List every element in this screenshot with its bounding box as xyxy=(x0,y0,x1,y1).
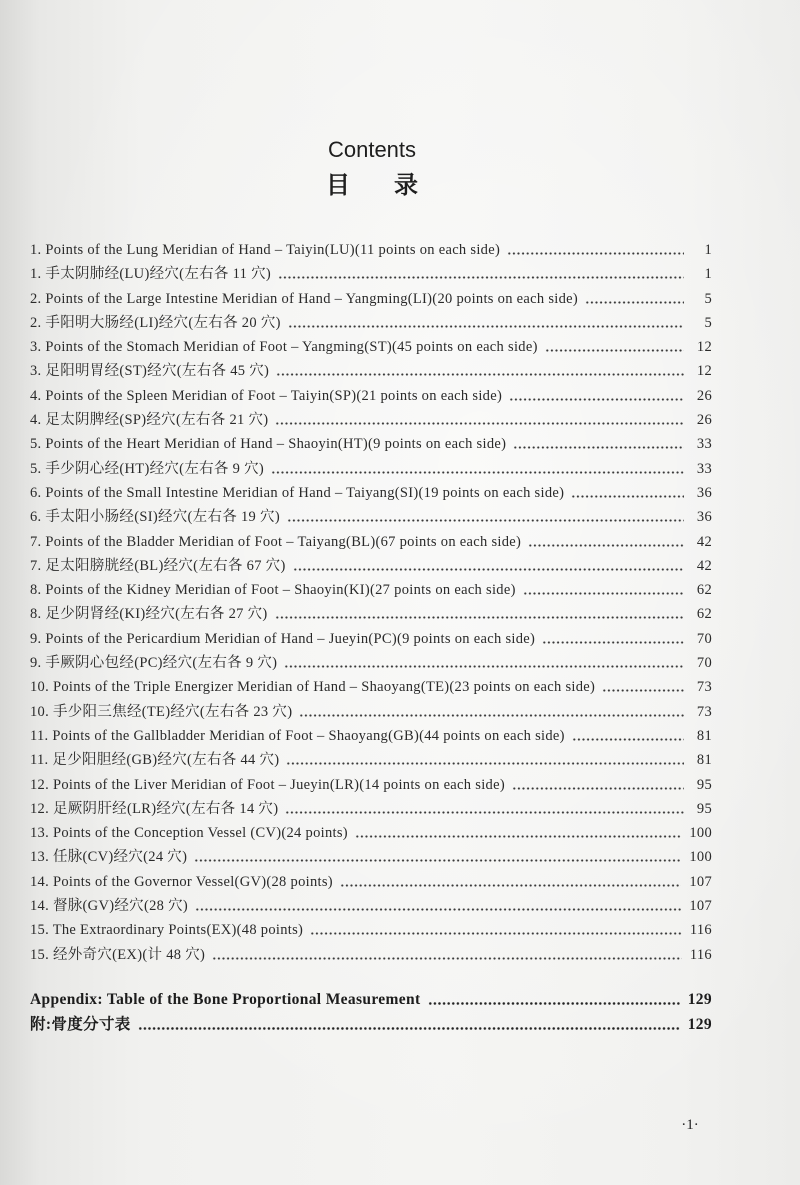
toc-entry-page: 42 xyxy=(696,533,712,550)
toc-entry-page: 26 xyxy=(696,387,712,404)
toc-entry-page: 36 xyxy=(696,509,712,526)
appendix-entry-page: 129 xyxy=(687,991,712,1008)
toc-entry-title: 9. Points of the Pericardium Meridian of Hand – Jueyin(PC)(9 points on each side) xyxy=(30,630,536,647)
toc-entry-page: 73 xyxy=(696,703,712,720)
dot-leader xyxy=(310,918,682,942)
toc-entry-page: 73 xyxy=(696,679,712,696)
toc-entry xyxy=(30,578,712,602)
toc-entry xyxy=(30,797,712,821)
contents-title-chinese: 目 录 xyxy=(326,173,432,199)
toc-entry-title: 11. 足少阳胆经(GB)经穴(左右各 44 穴) xyxy=(30,752,280,769)
toc-entry-title: 9. 手厥阴心包经(PC)经穴(左右各 9 穴) xyxy=(30,655,278,672)
dot-leader xyxy=(195,894,681,918)
dot-leader xyxy=(284,651,684,675)
toc-entry xyxy=(30,359,712,383)
dot-leader xyxy=(285,797,684,821)
toc-entry-page: 95 xyxy=(696,800,712,817)
dot-leader xyxy=(138,1012,680,1037)
appendix-entry xyxy=(30,1012,712,1037)
dot-leader xyxy=(287,505,684,529)
dot-leader xyxy=(507,238,684,262)
toc-entry-page: 100 xyxy=(689,825,712,842)
dot-leader xyxy=(585,287,684,311)
dot-leader xyxy=(542,627,684,651)
dot-leader xyxy=(212,943,682,967)
toc-entry xyxy=(30,530,712,554)
toc-entry xyxy=(30,700,712,724)
appendix-entry xyxy=(30,987,712,1012)
toc-entry-page: 62 xyxy=(696,606,712,623)
toc-entry-title: 7. 足太阳膀胱经(BL)经穴(左右各 67 穴) xyxy=(30,557,286,574)
toc-entry xyxy=(30,311,712,335)
toc-entry-page: 1 xyxy=(704,242,712,258)
toc-entry xyxy=(30,287,712,311)
dot-leader xyxy=(509,384,684,408)
toc-entry xyxy=(30,554,712,578)
toc-entry-page: 95 xyxy=(696,776,712,793)
toc-entry-title: 14. 督脉(GV)经穴(28 穴) xyxy=(30,898,189,915)
dot-leader xyxy=(288,311,684,335)
toc-entry-page: 33 xyxy=(696,436,712,453)
toc-entry-page: 42 xyxy=(696,557,712,574)
toc-entry-title: 1. 手太阴肺经(LU)经穴(左右各 11 穴) xyxy=(30,266,272,283)
appendix-section xyxy=(30,987,712,1037)
toc-entry xyxy=(30,602,712,626)
toc-entry xyxy=(30,724,712,748)
dot-leader xyxy=(528,530,684,554)
toc-entry-title: 2. 手阳明大肠经(LI)经穴(左右各 20 穴) xyxy=(30,314,281,331)
dot-leader xyxy=(276,359,684,383)
toc-entry-title: 3. Points of the Stomach Meridian of Foot – Yangming(ST)(45 points on each side) xyxy=(30,339,538,356)
dot-leader xyxy=(286,748,684,772)
toc-entry-title: 4. Points of the Spleen Meridian of Foot – Taiyin(SP)(21 points on each side) xyxy=(30,387,503,404)
dot-leader xyxy=(545,335,684,359)
toc-entry xyxy=(30,408,712,432)
toc-entry xyxy=(30,384,712,408)
dot-leader xyxy=(275,408,684,432)
toc-entry-page: 70 xyxy=(696,655,712,672)
toc-entry xyxy=(30,262,712,286)
toc-entry xyxy=(30,675,712,699)
toc-entry-page: 36 xyxy=(696,484,712,501)
page-number: ·1· xyxy=(681,1117,699,1133)
toc-entry-page: 5 xyxy=(704,290,712,307)
dot-leader xyxy=(428,987,680,1012)
toc-entry xyxy=(30,457,712,481)
toc-entry xyxy=(30,238,712,262)
toc-entry-title: 10. Points of the Triple Energizer Meridian of Hand – Shaoyang(TE)(23 points on each side) xyxy=(30,679,596,696)
toc-entry-page: 107 xyxy=(689,898,712,915)
toc-entry xyxy=(30,335,712,359)
dot-leader xyxy=(571,481,684,505)
toc-entry-title: 7. Points of the Bladder Meridian of Foot – Taiyang(BL)(67 points on each side) xyxy=(30,533,522,550)
toc-entry-page: 107 xyxy=(689,873,712,890)
toc-entry-title: 11. Points of the Gallbladder Meridian of Foot – Shaoyang(GB)(44 points on each side) xyxy=(30,727,565,744)
contents-title: Contents xyxy=(327,137,417,162)
toc-entry-title: 13. Points of the Conception Vessel (CV)(24 points) xyxy=(30,825,348,842)
appendix-entry-page: 129 xyxy=(687,1016,712,1033)
toc-entry-title: 13. 任脉(CV)经穴(24 穴) xyxy=(30,849,188,866)
table-of-contents xyxy=(30,238,712,967)
toc-entry-title: 1. Points of the Lung Meridian of Hand – Taiyin(LU)(11 points on each side) xyxy=(30,242,501,258)
toc-entry-page: 70 xyxy=(696,630,712,647)
toc-entry-title: 12. Points of the Liver Meridian of Foot – Jueyin(LR)(14 points on each side) xyxy=(30,776,505,793)
toc-entry-page: 81 xyxy=(696,727,712,744)
toc-entry-page: 12 xyxy=(696,363,712,380)
dot-leader xyxy=(602,675,684,699)
toc-entry-title: 4. 足太阴脾经(SP)经穴(左右各 21 穴) xyxy=(30,412,269,429)
toc-entry-title: 8. 足少阴肾经(KI)经穴(左右各 27 穴) xyxy=(30,606,268,623)
toc-entry-title: 15. 经外奇穴(EX)(计 48 穴) xyxy=(30,946,206,963)
toc-entry xyxy=(30,943,712,967)
toc-entry xyxy=(30,773,712,797)
toc-entry xyxy=(30,748,712,772)
dot-leader xyxy=(513,432,684,456)
toc-entry-title: 12. 足厥阴肝经(LR)经穴(左右各 14 穴) xyxy=(30,800,279,817)
dot-leader xyxy=(572,724,684,748)
dot-leader xyxy=(275,602,684,626)
toc-entry-title: 15. The Extraordinary Points(EX)(48 points) xyxy=(30,922,304,939)
toc-entry-title: 8. Points of the Kidney Meridian of Foot – Shaoyin(KI)(27 points on each side) xyxy=(30,582,516,599)
toc-entry-page: 116 xyxy=(689,946,712,963)
appendix-entry-title: 附:骨度分寸表 xyxy=(30,1016,131,1033)
appendix-entry-title: Appendix: Table of the Bone Proportional Measurement xyxy=(30,991,421,1008)
dot-leader xyxy=(512,773,684,797)
toc-entry-page: 26 xyxy=(696,412,712,429)
toc-entry-title: 3. 足阳明胃经(ST)经穴(左右各 45 穴) xyxy=(30,363,270,380)
dot-leader xyxy=(194,845,681,869)
toc-entry xyxy=(30,432,712,456)
toc-entry-title: 10. 手少阳三焦经(TE)经穴(左右各 23 穴) xyxy=(30,703,293,720)
toc-entry xyxy=(30,845,712,869)
toc-entry-page: 81 xyxy=(696,752,712,769)
toc-entry xyxy=(30,627,712,651)
dot-leader xyxy=(278,262,684,286)
toc-entry xyxy=(30,918,712,942)
toc-entry xyxy=(30,821,712,845)
toc-entry-title: 5. Points of the Heart Meridian of Hand – Shaoyin(HT)(9 points on each side) xyxy=(30,436,507,453)
toc-entry xyxy=(30,505,712,529)
toc-entry-page: 12 xyxy=(696,339,712,356)
toc-entry-page: 116 xyxy=(689,922,712,939)
toc-entry-title: 2. Points of the Large Intestine Meridian of Hand – Yangming(LI)(20 points on each side) xyxy=(30,290,579,307)
toc-entry-page: 5 xyxy=(704,314,712,331)
dot-leader xyxy=(299,700,684,724)
toc-entry-title: 5. 手少阴心经(HT)经穴(左右各 9 穴) xyxy=(30,460,265,477)
dot-leader xyxy=(271,457,684,481)
toc-entry-page: 33 xyxy=(696,460,712,477)
dot-leader xyxy=(293,554,684,578)
toc-entry xyxy=(30,481,712,505)
toc-entry-page: 62 xyxy=(696,582,712,599)
dot-leader xyxy=(355,821,681,845)
toc-entry xyxy=(30,870,712,894)
toc-entry-page: 100 xyxy=(689,849,712,866)
toc-entry-title: 6. Points of the Small Intestine Meridian of Hand – Taiyang(SI)(19 points on each side) xyxy=(30,484,565,501)
toc-entry xyxy=(30,894,712,918)
dot-leader xyxy=(340,870,681,894)
toc-entry-title: 6. 手太阳小肠经(SI)经穴(左右各 19 穴) xyxy=(30,509,280,526)
toc-entry-page: 1 xyxy=(704,266,712,283)
dot-leader xyxy=(523,578,684,602)
toc-entry xyxy=(30,651,712,675)
toc-entry-title: 14. Points of the Governor Vessel(GV)(28 points) xyxy=(30,873,333,890)
